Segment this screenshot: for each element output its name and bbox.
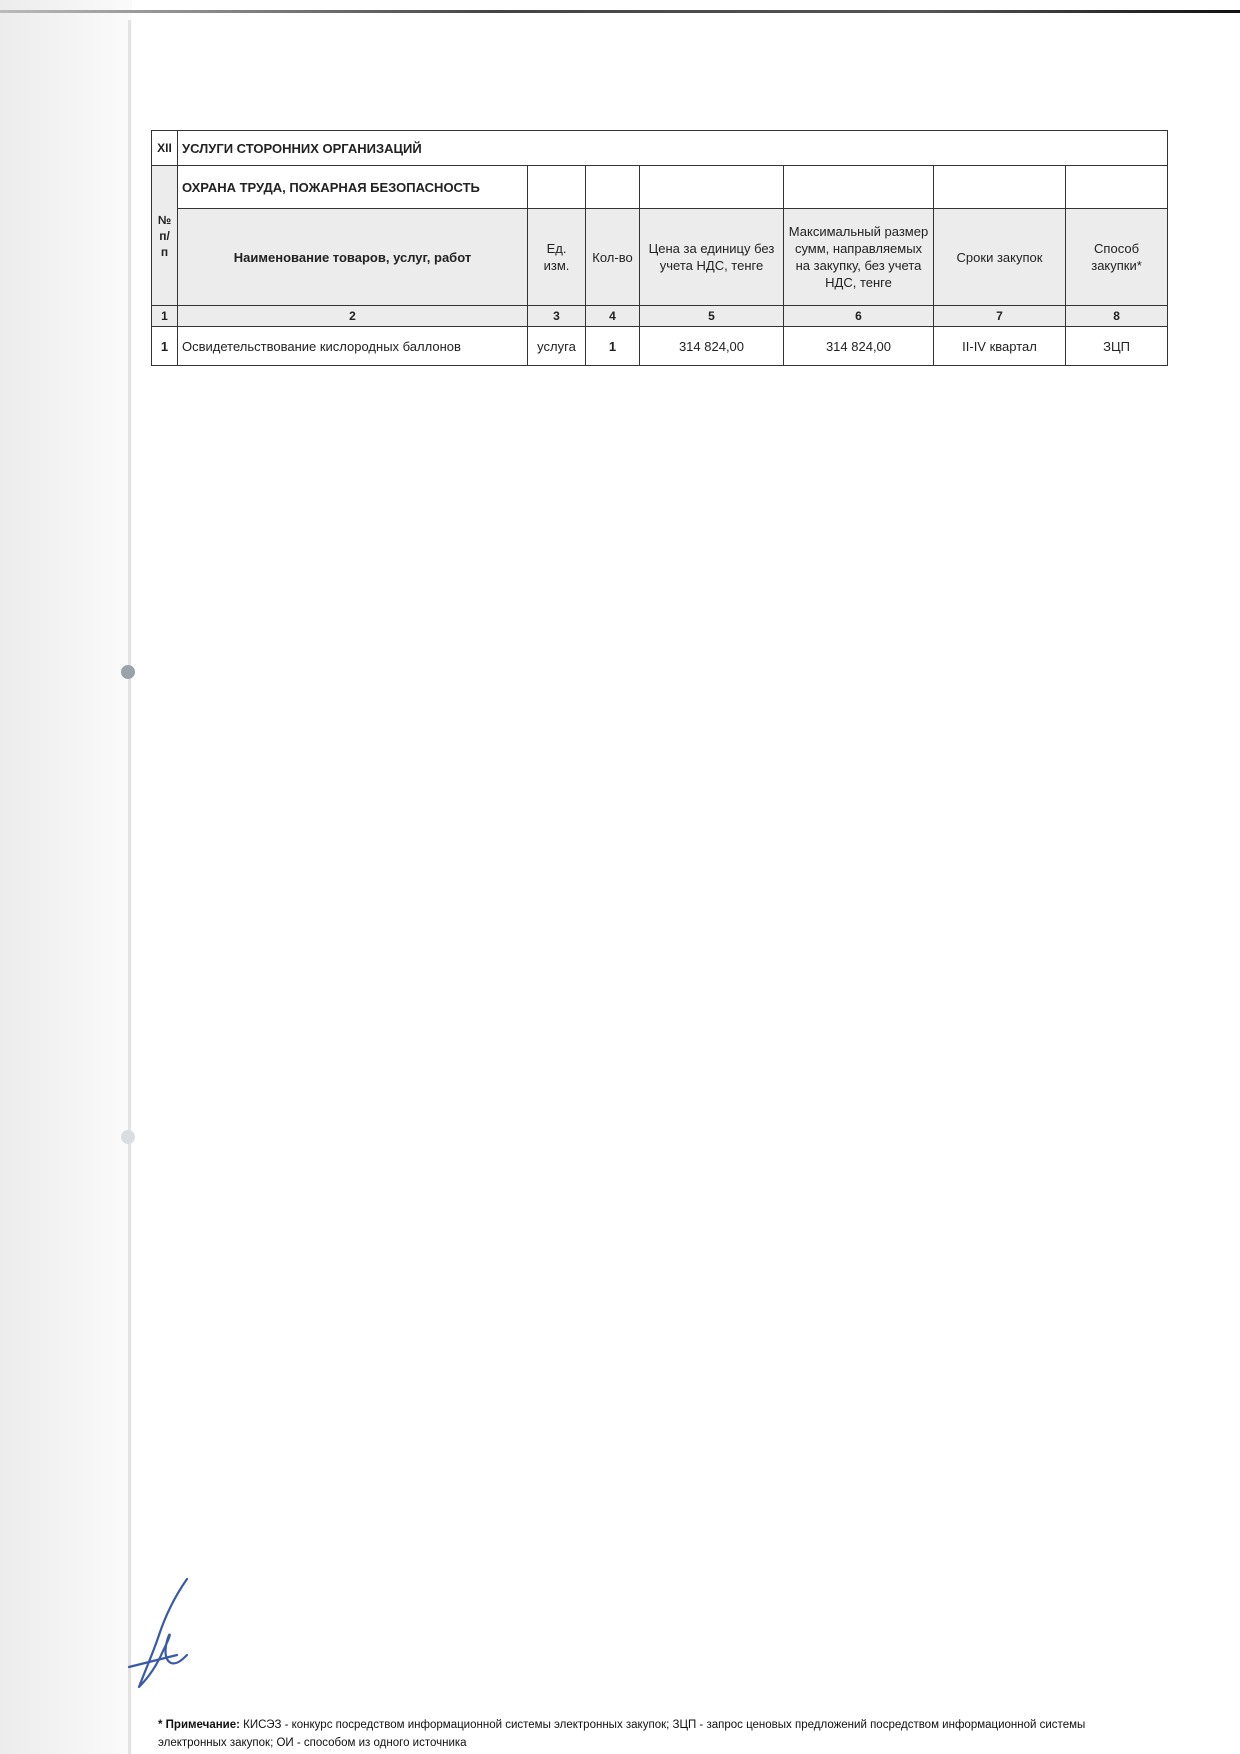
empty-cell — [784, 166, 934, 209]
header-cell-name: Наименование товаров, услуг, работ — [178, 209, 528, 306]
procurement-table — [151, 130, 1168, 366]
column-number: 7 — [934, 306, 1066, 327]
scan-left-margin — [0, 0, 132, 1754]
column-number: 6 — [784, 306, 934, 327]
empty-cell — [934, 166, 1066, 209]
empty-cell — [586, 166, 640, 209]
item-qty: 1 — [586, 327, 640, 366]
empty-cell — [528, 166, 586, 209]
header-cell-num: № п/п — [152, 166, 178, 306]
scan-page-edge — [128, 20, 131, 1754]
empty-cell — [1066, 166, 1168, 209]
section-number: XII — [152, 131, 178, 166]
column-number: 1 — [152, 306, 178, 327]
header-cell-period: Сроки закупок — [934, 209, 1066, 306]
item-name: Освидетельствование кислородных баллонов — [178, 327, 528, 366]
punch-hole — [121, 665, 135, 679]
punch-hole — [121, 1130, 135, 1144]
row-number: 1 — [152, 327, 178, 366]
column-number: 4 — [586, 306, 640, 327]
footnote — [158, 1716, 1118, 1752]
column-number: 5 — [640, 306, 784, 327]
handwritten-signature — [125, 1575, 215, 1695]
item-method: ЗЦП — [1066, 327, 1168, 366]
header-cell-method: Способ закупки* — [1066, 209, 1168, 306]
column-number: 2 — [178, 306, 528, 327]
column-number-row — [152, 306, 1168, 327]
scan-top-edge — [0, 10, 1240, 13]
header-cell-qty: Кол-во — [586, 209, 640, 306]
item-max-amount: 314 824,00 — [784, 327, 934, 366]
footnote-label: * Примечание: — [158, 1719, 240, 1731]
column-number: 8 — [1066, 306, 1168, 327]
table-row — [152, 327, 1168, 366]
footnote-text: КИСЭЗ - конкурс посредством информационной системы электронных закупок; ЗЦП - запрос ценовых предложений посредством информационной системы электронных закупок; ОИ - способом из одного источника — [158, 1719, 1086, 1749]
header-cell-price: Цена за единицу без учета НДС, тенге — [640, 209, 784, 306]
item-unit-price: 314 824,00 — [640, 327, 784, 366]
header-row — [152, 209, 1168, 306]
item-period: II-IV квартал — [934, 327, 1066, 366]
empty-cell — [640, 166, 784, 209]
subsection-title: ОХРАНА ТРУДА, ПОЖАРНАЯ БЕЗОПАСНОСТЬ — [178, 166, 528, 209]
header-cell-max-amount: Максимальный размер сумм, направляемых на закупку, без учета НДС, тенге — [784, 209, 934, 306]
column-number: 3 — [528, 306, 586, 327]
section-row — [152, 131, 1168, 166]
header-cell-unit: Ед. изм. — [528, 209, 586, 306]
item-unit: услуга — [528, 327, 586, 366]
section-title: УСЛУГИ СТОРОННИХ ОРГАНИЗАЦИЙ — [178, 131, 1168, 166]
subsection-row — [152, 166, 1168, 209]
